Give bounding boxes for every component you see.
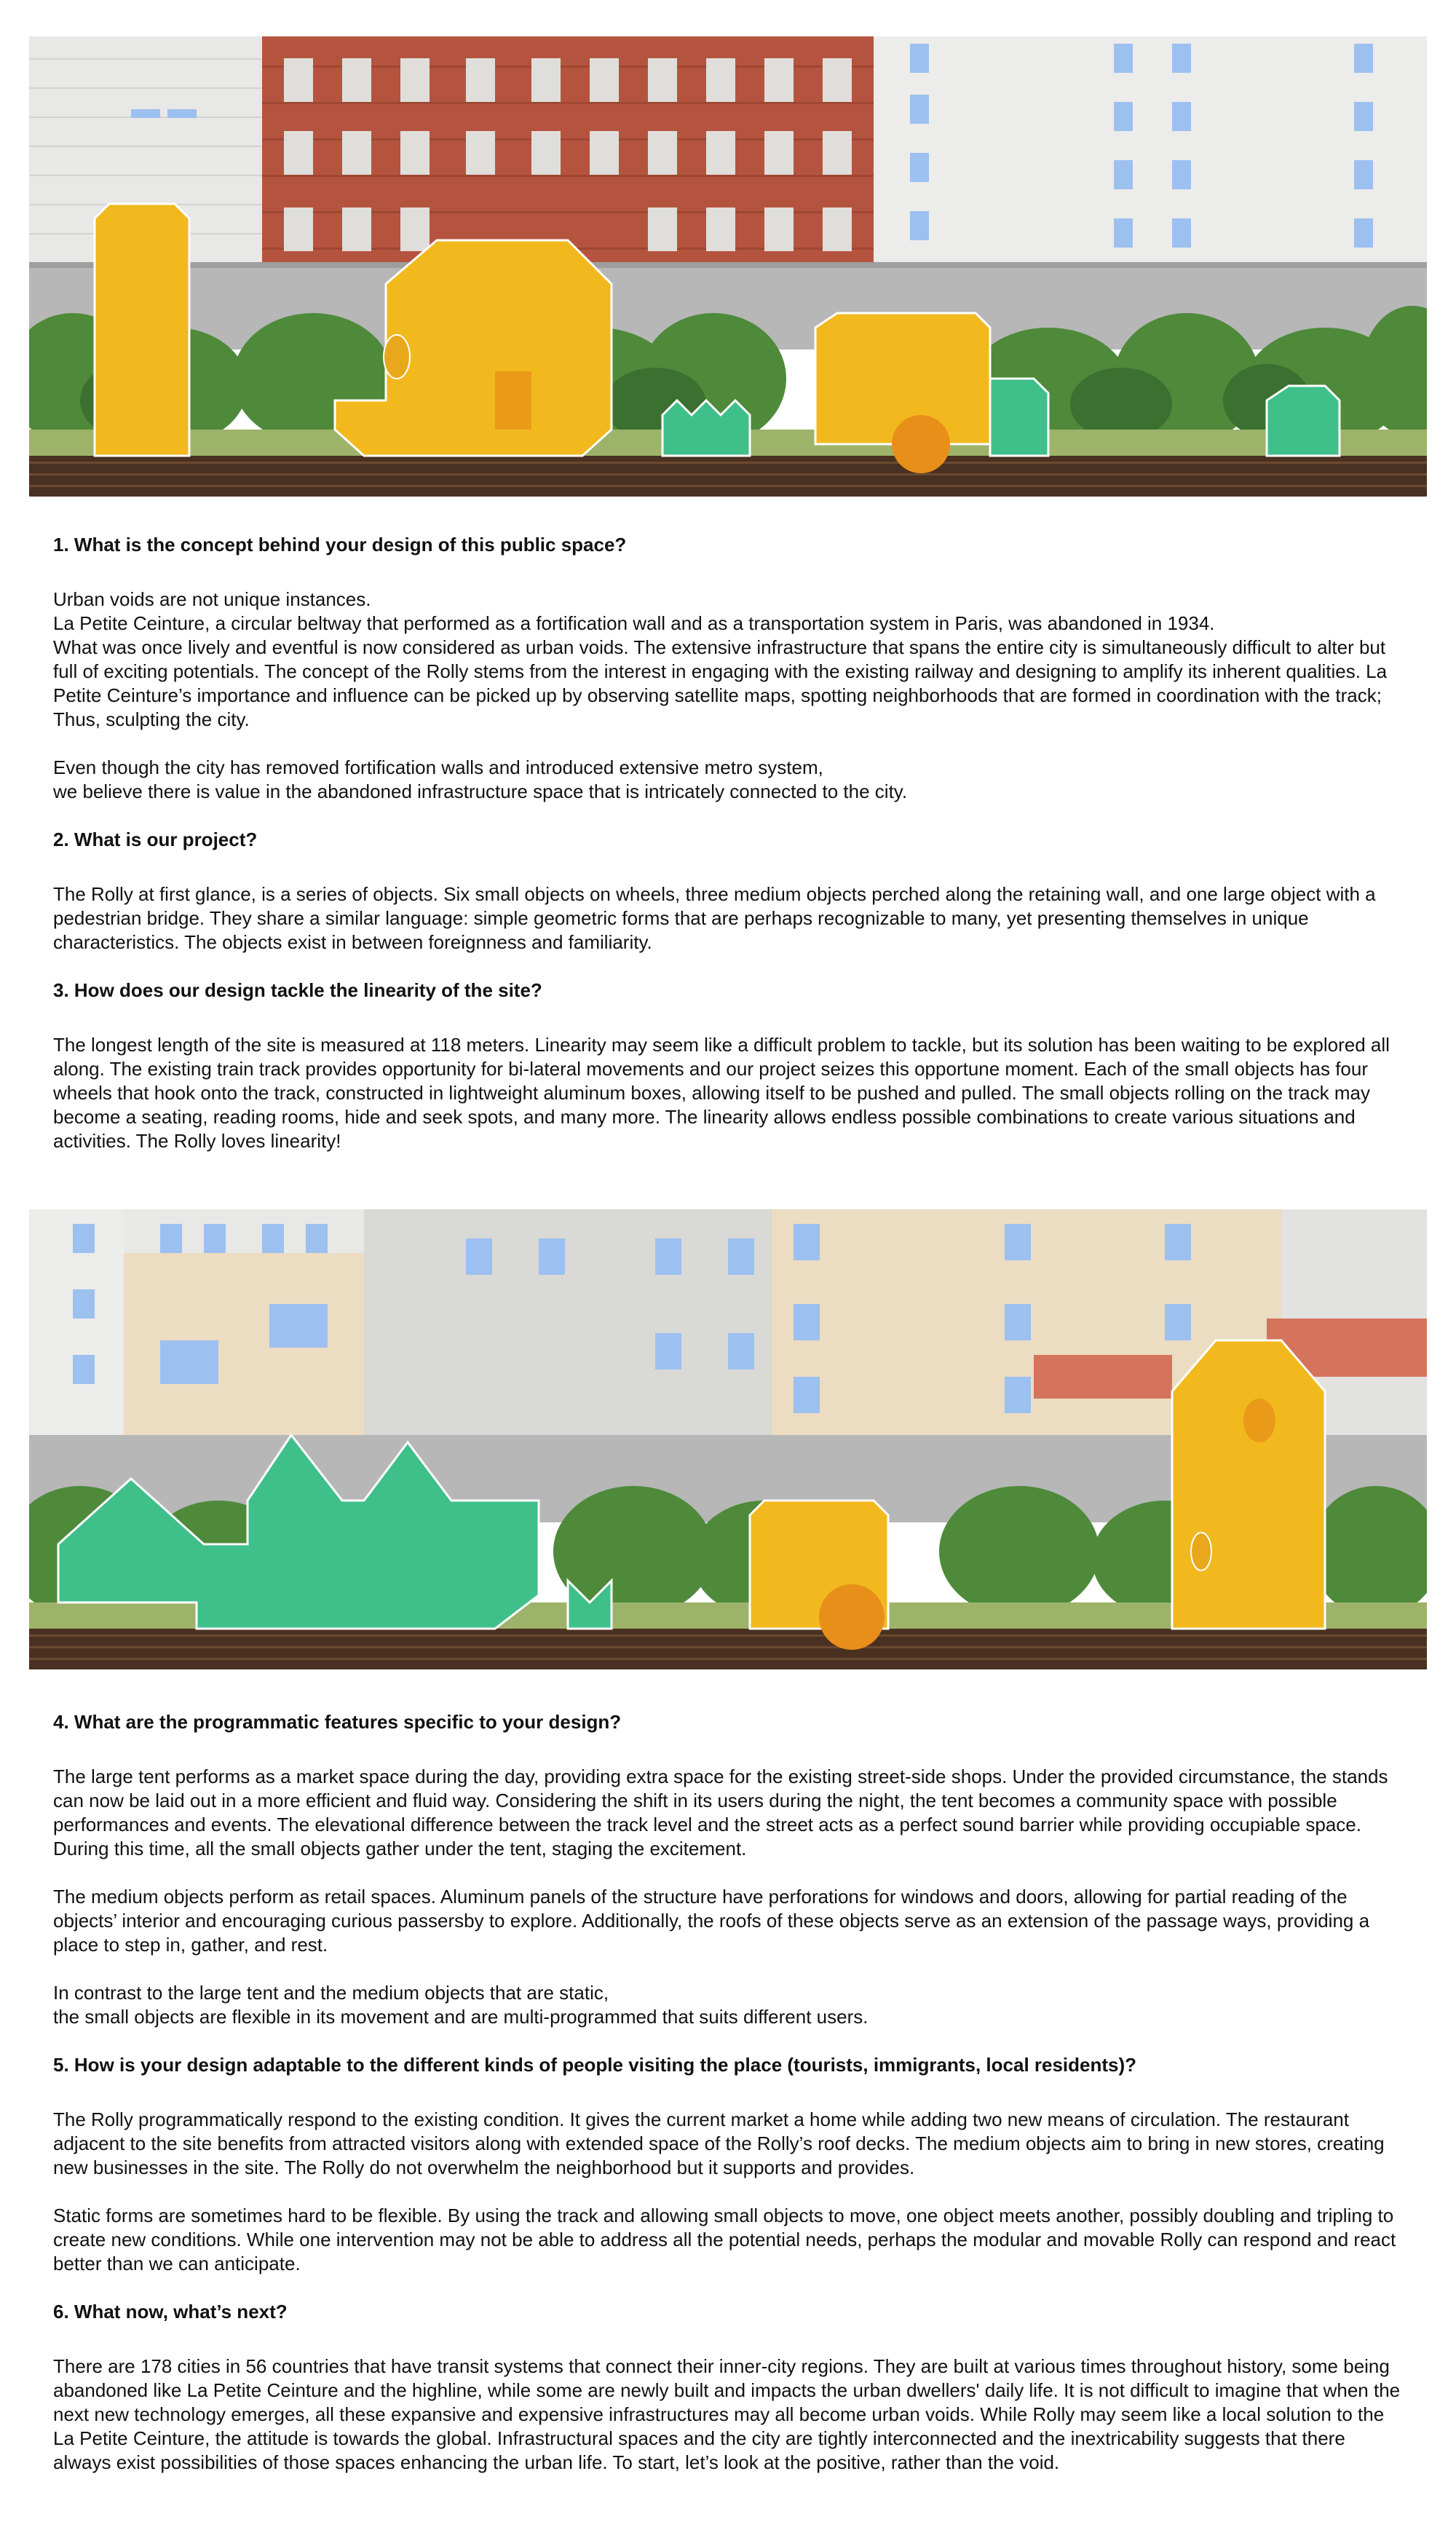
illustration-top — [29, 36, 1427, 497]
q1-paragraph-2 — [53, 756, 1407, 804]
illustration-bottom-scene — [29, 1209, 1427, 1669]
building-white-right — [874, 36, 1427, 269]
q4-paragraph-1: The large tent performs as a market space during the day, providing extra space for the existing street-side shops. Under the provided circumstance, the stands can now be laid out in a more efficient and fluid way. Considering the shift in its users during the night, the tent becomes a community space with possible performances and events. The elevational difference between the track level and the street acts as a perfect sound barrier while providing occupiable space. During this time, all the small objects gather under the tent, staging the excitement. — [53, 1766, 1388, 1859]
text-section-1 — [53, 533, 1407, 1177]
q4-line: In contrast to the large tent and the medium objects that are static, — [53, 1982, 609, 2004]
q1-paragraph-1 — [53, 588, 1407, 732]
q4-paragraph-3 — [53, 1981, 1407, 2029]
q1-line: we believe there is value in the abandoned infrastructure space that is intricately connected to the city. — [53, 780, 908, 802]
q4-heading: 4. What are the programmatic features specific to your design? — [53, 1711, 622, 1733]
q2-heading: 2. What is our project? — [53, 829, 258, 850]
q3-body: The longest length of the site is measured at 118 meters. Linearity may seem like a difficult problem to tackle, but its solution has been waiting to be explored all along. The existing train track provides opportunity for bi-lateral movements and our project seizes this opportune moment. Each of the small objects has four wheels that hook onto the track, constructed in lightweight aluminum boxes, allowing itself to be pushed and pulled. The small objects rolling on the track may become a seating, reading rooms, hide and seek spots, and many more. The linearity allows endless possible combinations to create various situations and activities. The Rolly loves linearity! — [53, 1034, 1390, 1152]
q5-heading: 5. How is your design adaptable to the different kinds of people visiting the place (tourists, immigrants, local residents)? — [53, 2054, 1137, 2076]
q6-body: There are 178 cities in 56 countries that have transit systems that connect their inner-city regions. They are built at various times throughout history, some being abandoned like La Petite Ceinture and the highline, while some are newly built and impacts the urban dwellers' daily life. It is not difficult to imagine that when the next new technology emerges, all these expansive and expensive infrastructures may all become urban voids. While Rolly may seem like a local solution to the La Petite Ceinture, the attitude is towards the global. Infrastructural spaces and the city are tightly interconnected and the inextricability suggests that there always exist possibilities of those spaces enhancing the urban life. To start, let’s look at the positive, rather than the void. — [53, 2355, 1401, 2473]
red-roof — [1034, 1355, 1172, 1399]
q6-heading: 6. What now, what’s next? — [53, 2301, 288, 2323]
illustration-top-scene — [29, 36, 1427, 497]
text-section-2 — [53, 1710, 1407, 2499]
q5-paragraph-2: Static forms are sometimes hard to be flexible. By using the track and allowing small objects to move, one object meets another, possibly doubling and tripling to create new conditions. While one intervention may not be able to address all the potential needs, perhaps the modular and movable Rolly can respond and react better than we can anticipate. — [53, 2205, 1396, 2274]
q1-line: La Petite Ceinture, a circular beltway that performed as a fortification wall and as a transportation system in Paris, was abandoned in 1934. — [53, 612, 1215, 634]
illustration-bottom — [29, 1209, 1427, 1669]
yellow-object-arch — [750, 1501, 888, 1650]
q1-heading: 1. What is the concept behind your design of this public space? — [53, 534, 627, 556]
yellow-object-tall — [95, 204, 189, 456]
q1-line: Urban voids are not unique instances. — [53, 588, 371, 610]
q1-line: Even though the city has removed fortification walls and introduced extensive metro system, — [53, 756, 823, 778]
q3-heading: 3. How does our design tackle the linearity of the site? — [53, 979, 542, 1001]
building-stone — [364, 1209, 772, 1442]
yellow-object-tower — [1172, 1340, 1325, 1629]
building-beige — [124, 1253, 364, 1442]
q2-body: The Rolly at first glance, is a series of objects. Six small objects on wheels, three medium objects perched along the retaining wall, and one large object with a pedestrian bridge. They share a similar language: simple geometric forms that are perhaps recognizable to many, yet presenting themselves in unique characteristics. The objects exist in between foreignness and familiarity. — [53, 883, 1376, 953]
q1-line: What was once lively and eventful is now considered as urban voids. The extensive infrastructure that spans the entire city is simultaneously difficult to alter but full of exciting potentials. The concept of the Rolly stems from the interest in engaging with the existing railway and designing to amplify its inherent qualities. La Petite Ceinture’s importance and influence can be picked up by observing satellite maps, spotting neighborhoods that are formed in coordination with the track; Thus, sculpting the city. — [53, 636, 1388, 730]
q4-paragraph-2: The medium objects perform as retail spaces. Aluminum panels of the structure have perforations for windows and doors, allowing for partial reading of the objects’ interior and encouraging curious passersby to explore. Additionally, the roofs of these objects serve as an extension of the passage ways, providing a place to step in, gather, and rest. — [53, 1886, 1370, 1956]
q4-line: the small objects are flexible in its movement and are multi-programmed that suits different users. — [53, 2006, 869, 2028]
q5-paragraph-1: The Rolly programmatically respond to the existing condition. It gives the current market a home while adding two new means of circulation. The restaurant adjacent to the site benefits from attracted visitors along with extended space of the Rolly’s roof decks. The medium objects aim to bring in new stores, creating new businesses in the site. The Rolly do not overwhelm the neighborhood but it supports and provides. — [53, 2108, 1385, 2178]
